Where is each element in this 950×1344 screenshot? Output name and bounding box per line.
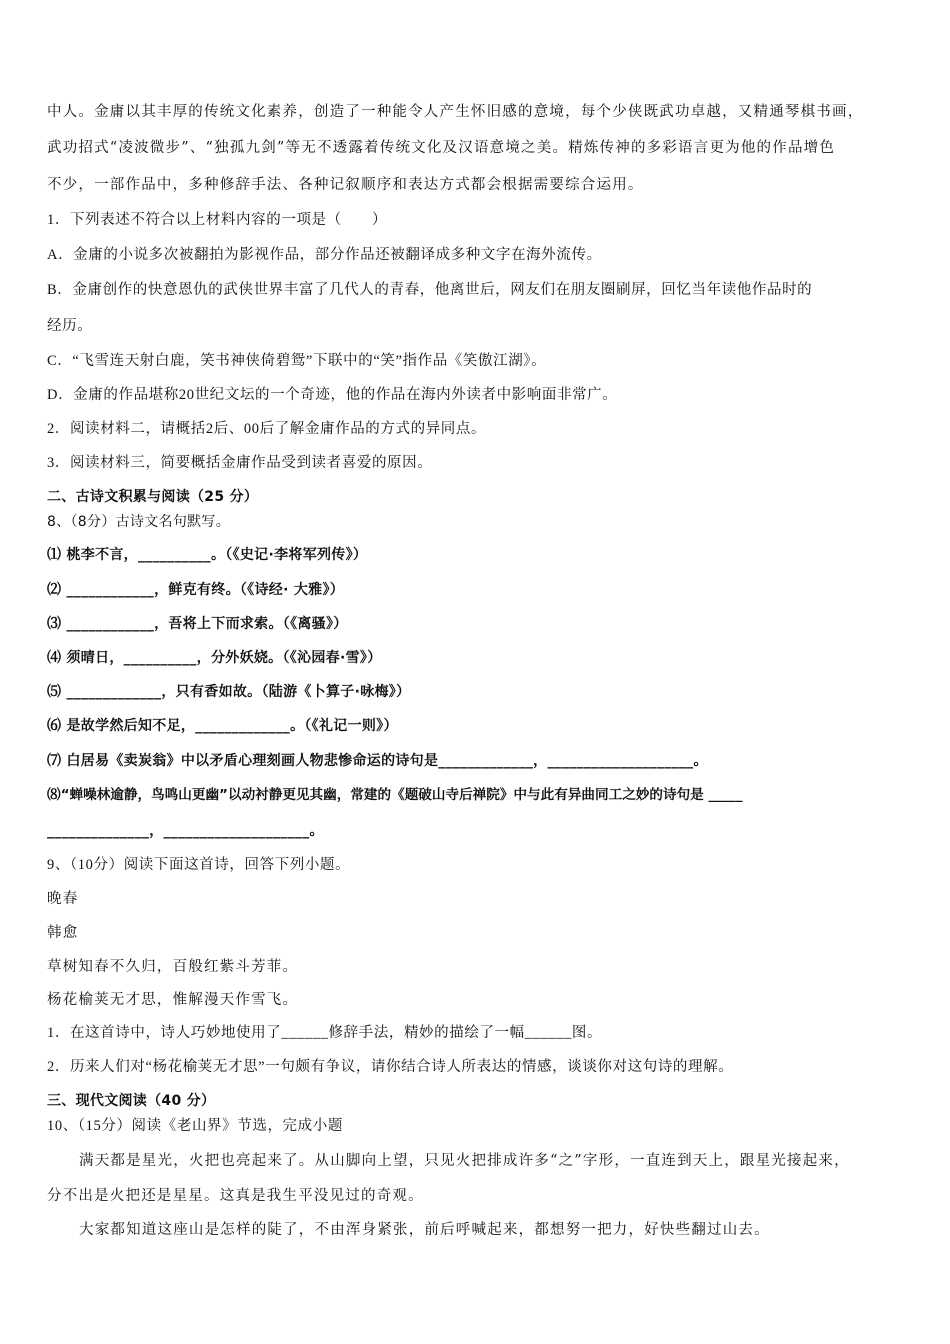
recitation-item-8: ⑻“蝉噪林逾静，鸟鸣山更幽”以动衬静更见其幽，常建的《题破山寺后禅院》中与此有异曲同工之妙的诗句是 _____: [47, 787, 743, 803]
passage-paragraph-line: 分不出是火把还是星星。这真是我生平没见过的奇观。: [47, 1188, 424, 1204]
question-9-2: 2．历来人们对“杨花榆荚无才思”一句颇有争议，请你结合诗人所表达的情感，谈谈你对这句诗的理解。: [47, 1059, 734, 1075]
poem-line-2: 杨花榆荚无才思，惟解漫天作雪飞。: [47, 992, 299, 1008]
recitation-item-7: ⑺ 白居易《卖炭翁》中以矛盾心理刻画人物悲惨命运的诗句是_____________，____________________。: [47, 753, 708, 769]
recitation-item-2: ⑵ ____________，鲜克有终。（《诗经· 大雅》）: [47, 582, 345, 598]
option-b-cont: 经历。: [47, 318, 93, 334]
question-9-title: 9、（10分）阅读下面这首诗，回答下列小题。: [47, 857, 351, 873]
option-b: B．金庸创作的快意恩仇的武侠世界丰富了几代人的青春，他离世后，网友们在朋友圈刷屏，回忆当年读他作品时的: [47, 282, 813, 298]
poem-title: 晚春: [47, 891, 79, 907]
recitation-item-3: ⑶ ____________，吾将上下而求索。（《离骚》）: [47, 616, 348, 632]
recitation-item-4: ⑷ 须晴日，__________，分外妖娆。（《沁园春·雪》）: [47, 650, 382, 666]
material-paragraph-line: 中人。金庸以其丰厚的传统文化素养，创造了一种能令人产生怀旧感的意境，每个少侠既武功卓越，又精通琴棋书画，: [47, 104, 864, 120]
option-d: D．金庸的作品堪称20世纪文坛的一个奇迹，他的作品在海内外读者中影响面非常广。: [47, 387, 618, 403]
poem-line-1: 草树知春不久归，百般红紫斗芳菲。: [47, 959, 299, 975]
option-c: C．“飞雪连天射白鹿，笑书神侠倚碧鸳”下联中的“笑”指作品《笑傲江湖》。: [47, 353, 547, 369]
poem-author: 韩愈: [47, 925, 79, 941]
material-paragraph-line: 武功招式“凌波微步”、“独孤九剑”等无不透露着传统文化及汉语意境之美。精炼传神的多彩语言更为他的作品增色: [47, 140, 836, 156]
q8-title-text: 8、（8分）古诗文名句默写。: [47, 514, 231, 530]
section-3-heading: 三、现代文阅读（40 分）: [47, 1093, 216, 1109]
question-8-title: [47, 512, 910, 532]
question-7-1: 1．下列表述不符合以上材料内容的一项是（ ）: [47, 212, 388, 228]
recitation-item-6: ⑹ 是故学然后知不足，_____________。（《礼记一则》）: [47, 718, 398, 734]
recitation-item-8-cont: ______________，____________________。: [47, 823, 324, 839]
passage-paragraph-line: 大家都知道这座山是怎样的陡了，不由浑身紧张，前后呼喊起来，都想努一把力，好快些翻过山去。: [79, 1222, 770, 1238]
question-7-2: 2．阅读材料二，请概括2后、00后了解金庸作品的方式的异同点。: [47, 421, 487, 437]
option-a: A．金庸的小说多次被翻拍为影视作品，部分作品还被翻译成多种文字在海外流传。: [47, 247, 602, 263]
question-9-1: 1．在这首诗中，诗人巧妙地使用了______修辞手法，精妙的描绘了一幅______图。: [47, 1025, 603, 1041]
material-paragraph-line: 不少，一部作品中，多种修辞手法、各种记叙顺序和表达方式都会根据需要综合运用。: [47, 177, 644, 193]
section-2-heading: 二、古诗文积累与阅读（25 分）: [47, 489, 259, 505]
question-7-3: 3．阅读材料三，简要概括金庸作品受到读者喜爱的原因。: [47, 455, 433, 471]
passage-paragraph-line: 满天都是星光，火把也亮起来了。从山脚向上望，只见火把排成许多“之”字形，一直连到天上，跟星光接起来，: [79, 1153, 850, 1169]
recitation-item-5: ⑸ _____________，只有香如故。（陆游《卜算子·咏梅》）: [47, 684, 411, 700]
recitation-item-1: ⑴ 桃李不言，__________。（《史记·李将军列传》）: [47, 547, 368, 563]
question-10-title: 10、（15分）阅读《老山界》节选，完成小题: [47, 1118, 343, 1134]
